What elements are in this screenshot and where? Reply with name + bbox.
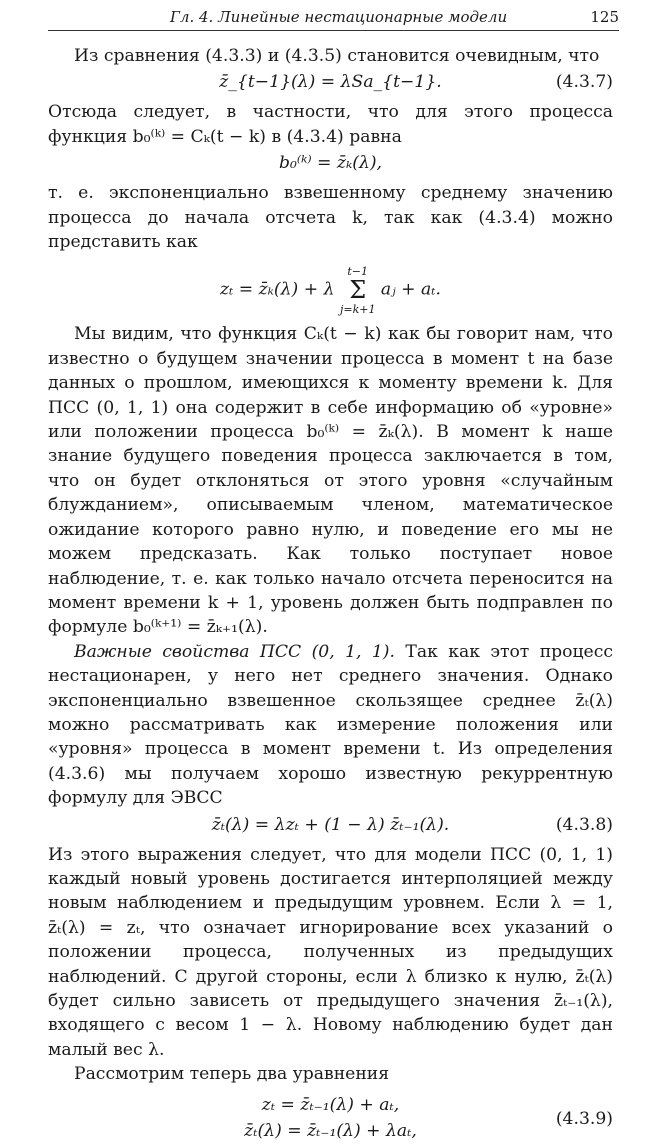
sum-sign: Σ	[349, 276, 367, 305]
equation-line-2: z̄ₜ(λ) = z̄ₜ₋₁(λ) + λaₜ,	[244, 1120, 417, 1141]
equation-formula: z̄ₜ(λ) = λzₜ + (1 − λ) z̄ₜ₋₁(λ).	[211, 814, 450, 835]
equation-right: aⱼ + aₜ.	[380, 279, 441, 300]
equation-number: (4.3.8)	[555, 814, 613, 835]
paragraph-2: Отсюда следует, в частности, что для этого процесса функция b₀⁽ᵏ⁾ = Cₖ(t − k) в (4.3.4) равна	[48, 102, 613, 147]
equation-zt-sum	[48, 256, 613, 318]
sum-upper-limit: t−1	[347, 265, 369, 279]
equation-b0	[48, 151, 613, 177]
paragraph-5-text: Так как этот процесс нестационарен, у него нет среднего значения. Однако экспоненциально взвешенное скользящее среднее z̄ₜ(λ) можно рассматривать как измерение положения или «уровня» процесса в момент времени t. Из определения (4.3.6) мы получаем хорошо известную рекуррентную формулу для ЭВСС	[48, 641, 613, 809]
equation-formula: z̄_{t−1}(λ) = λSa_{t−1}.	[219, 72, 442, 93]
equation-4-3-8	[48, 813, 613, 839]
equation-formula: b₀⁽ᵏ⁾ = z̄ₖ(λ),	[278, 153, 383, 174]
summation	[340, 264, 376, 316]
paragraph-7: Рассмотрим теперь два уравнения	[74, 1064, 390, 1085]
equation-4-3-7	[48, 70, 613, 96]
equation-formula	[48, 264, 613, 316]
equation-line-1: zₜ = z̄ₜ₋₁(λ) + aₜ,	[261, 1094, 400, 1115]
equation-left: zₜ = z̄ₖ(λ) + λ	[219, 279, 335, 300]
paragraph-4: Мы видим, что функция Cₖ(t − k) как бы говорит нам, что известно о будущем значении процесса в момент t на базе данных о прошлом, имеющихся к моменту времени k. Для ПСС (0, 1, 1) она содержит в себе информацию об «уровне» или положении процесса b₀⁽ᵏ⁾ = z̄ₖ(λ). В момент k наше знание будущего поведения процесса заключается в том, что он будет отклоняться от этого уровня «случайным блужданием», описываемым членом, математическое ожидание которого равно нулю, и поведение его мы не можем предсказать. Как только поступает новое наблюдение, т. е. как только начало отсчета переносится на момент времени k + 1, уровень должен быть подправлен по формуле b₀⁽ᵏ⁺¹⁾ = z̄ₖ₊₁(λ).	[48, 324, 613, 638]
paragraph-5	[48, 640, 613, 811]
page-body	[48, 44, 613, 1147]
chapter-title: Гл. 4. Линейные нестационарные модели	[170, 8, 508, 26]
running-header	[48, 4, 619, 31]
sum-lower-limit: j=k+1	[339, 303, 376, 317]
paragraph-6: Из этого выражения следует, что для модели ПСС (0, 1, 1) каждый новый уровень достигается интерполяцией между новым наблюдением и предыдущим уровнем. Если λ = 1, z̄ₜ(λ) = zₜ, что означает игнорирование всех указаний о положении процесса, полученных из предыдущих наблюдений. С другой стороны, если λ близко к нулю, z̄ₜ(λ) будет сильно зависеть от предыдущего значения z̄ₜ₋₁(λ), входящего с весом 1 − λ. Новому наблюдению будет дан малый вес λ.	[48, 844, 613, 1060]
equation-4-3-9	[48, 1093, 613, 1147]
equation-number: (4.3.9)	[555, 1108, 613, 1129]
paragraph-1: Из сравнения (4.3.3) и (4.3.5) становится очевидным, что	[74, 46, 600, 66]
equation-number: (4.3.7)	[555, 72, 613, 93]
page-number: 125	[590, 8, 619, 26]
paragraph-3: т. е. экспоненциально взвешенному среднему значению процесса до начала отсчета k, так как (4.3.4) можно представить как	[48, 183, 613, 253]
section-title: Важные свойства ПСС (0, 1, 1).	[74, 641, 395, 662]
